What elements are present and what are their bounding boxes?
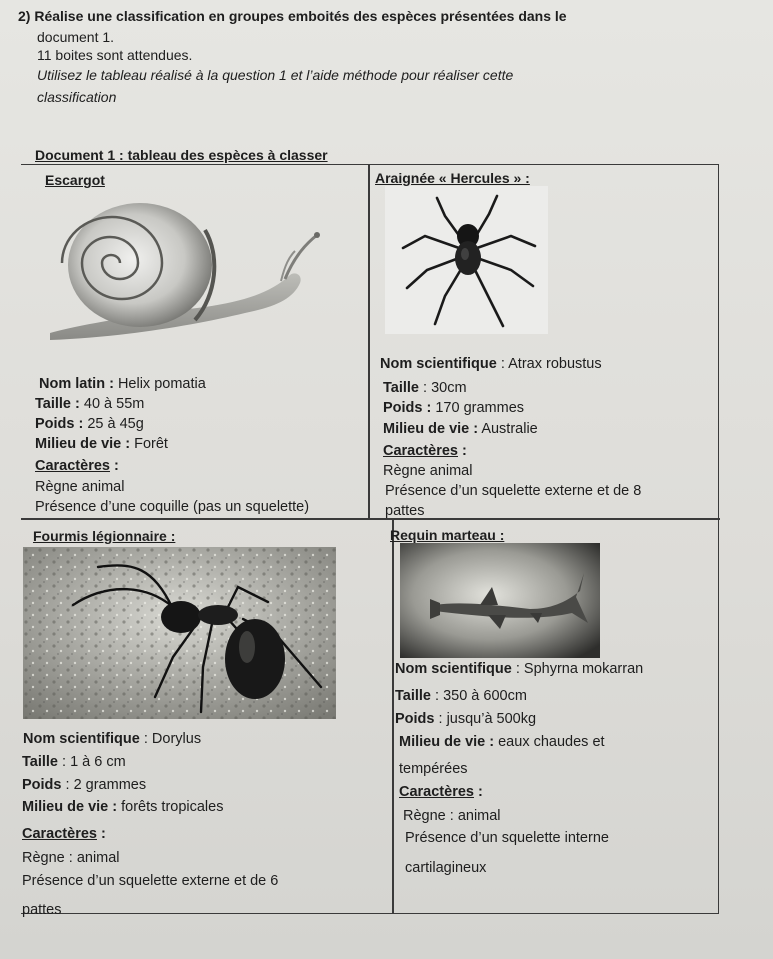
ant-image	[23, 547, 336, 719]
ant-scientific-name: Nom scientifique : Dorylus	[23, 731, 202, 747]
question-line-2: document 1.	[37, 29, 115, 45]
escargot-kingdom: Règne animal	[35, 479, 125, 495]
ant-kingdom: Règne : animal	[22, 850, 120, 866]
shark-cartilage: cartilagineux	[405, 860, 487, 876]
question-number: 2)	[18, 8, 31, 24]
question-text-1: Réalise une classification en groupes emboités des espèces présentées dans le	[34, 8, 567, 24]
document-title: Document 1 : tableau des espèces à classer	[35, 147, 328, 163]
question-line-3: 11 boites sont attendues.	[37, 47, 193, 63]
shark-habitat-continued: tempérées	[399, 761, 468, 777]
ant-size: Taille : 1 à 6 cm	[22, 754, 126, 770]
escargot-weight: Poids : 25 à 45g	[35, 416, 144, 432]
escargot-title: Escargot	[45, 172, 105, 188]
spider-skeleton: Présence d’un squelette externe et de 8	[385, 483, 642, 499]
shark-size: Taille : 350 à 600cm	[395, 688, 527, 704]
ant-skeleton: Présence d’un squelette externe et de 6	[22, 873, 279, 889]
ant-habitat: Milieu de vie : forêts tropicales	[22, 799, 224, 815]
escargot-habitat: Milieu de vie : Forêt	[35, 436, 168, 452]
ant-title: Fourmis légionnaire :	[33, 528, 176, 544]
escargot-size: Taille : 40 à 55m	[35, 396, 145, 412]
table-divider-horizontal	[21, 518, 720, 520]
spider-legs: pattes	[385, 503, 425, 519]
question-line-1	[18, 6, 567, 26]
spider-title: Araignée « Hercules » :	[375, 170, 530, 186]
shark-scientific-name: Nom scientifique : Sphyrna mokarran	[395, 661, 644, 677]
spider-habitat: Milieu de vie : Australie	[383, 421, 538, 437]
shark-habitat: Milieu de vie : eaux chaudes et	[399, 734, 605, 750]
spider-scientific-name: Nom scientifique : Atrax robustus	[380, 356, 602, 372]
table-divider-vertical-bottom	[392, 518, 394, 914]
escargot-image	[45, 195, 320, 345]
shark-characters-heading: Caractères :	[399, 784, 483, 800]
shark-kingdom: Règne : animal	[403, 808, 501, 824]
spider-weight: Poids : 170 grammes	[383, 400, 525, 416]
spider-size: Taille : 30cm	[383, 380, 467, 396]
escargot-shell: Présence d’une coquille (pas un squelette)	[35, 499, 310, 515]
question-line-4: Utilisez le tableau réalisé à la question 1 et l’aide méthode pour réaliser cette	[37, 67, 514, 83]
ant-legs: pattes	[22, 902, 62, 918]
spider-image	[385, 186, 548, 334]
shark-skeleton: Présence d’un squelette interne	[405, 830, 609, 846]
escargot-characters-heading: Caractères :	[35, 458, 119, 474]
question-line-5: classification	[37, 89, 117, 105]
shark-title: Requin marteau :	[390, 527, 505, 543]
shark-image	[400, 543, 600, 658]
spider-characters-heading: Caractères :	[383, 443, 467, 459]
ant-weight: Poids : 2 grammes	[22, 777, 147, 793]
table-divider-vertical-top	[368, 164, 370, 518]
ant-characters-heading: Caractères :	[22, 826, 106, 842]
shark-weight: Poids : jusqu’à 500kg	[395, 711, 537, 727]
spider-kingdom: Règne animal	[383, 463, 473, 479]
escargot-latin-name: Nom latin : Helix pomatia	[39, 376, 206, 392]
